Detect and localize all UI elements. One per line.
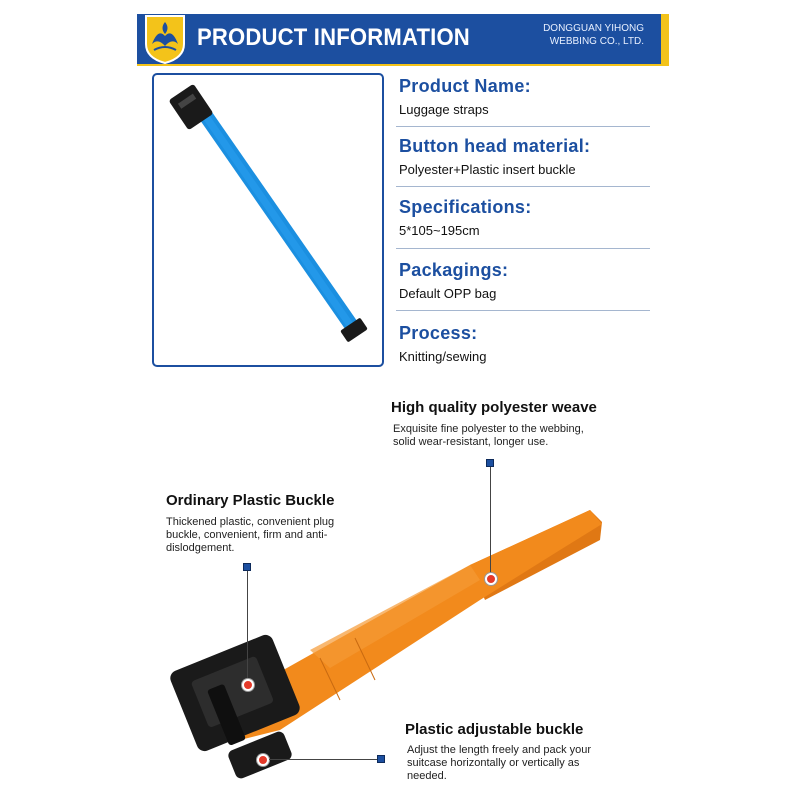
- feature-weave-desc-line2: solid wear-resistant, longer use.: [393, 436, 549, 448]
- header-underline: [137, 64, 669, 66]
- page-title: PRODUCT INFORMATION: [197, 24, 470, 51]
- info-specifications: [399, 197, 532, 238]
- feature-adjustable-desc: [407, 744, 591, 783]
- info-label: Process:: [399, 323, 478, 343]
- company-logo-icon: [144, 14, 186, 64]
- divider: [396, 310, 650, 311]
- info-label: Product Name:: [399, 76, 531, 96]
- callout-point-icon: [485, 573, 497, 585]
- info-value: Luggage straps: [399, 102, 489, 117]
- info-process: [399, 323, 486, 364]
- feature-weave-desc: [393, 423, 584, 449]
- feature-buckle-desc-line3: dislodgement.: [166, 542, 235, 554]
- callout-leader-line: [269, 759, 377, 760]
- info-product-name: [399, 76, 531, 117]
- company-name-line1: DONGGUAN YIHONG: [543, 23, 644, 34]
- company-name: [464, 22, 644, 48]
- company-name-line2: WEBBING CO., LTD.: [549, 36, 644, 47]
- callout-marker-icon: [243, 563, 251, 571]
- feature-buckle-title: Ordinary Plastic Buckle: [166, 492, 335, 509]
- callout-leader-line: [490, 467, 491, 575]
- callout-point-icon: [242, 679, 254, 691]
- product-photo-frame: [152, 73, 384, 367]
- callout-marker-icon: [377, 755, 385, 763]
- callout-leader-line: [247, 571, 248, 681]
- feature-buckle-desc-line1: Thickened plastic, convenient plug: [166, 516, 335, 528]
- info-label: Button head material:: [399, 136, 591, 156]
- feature-adjustable-desc-line3: needed.: [407, 770, 447, 782]
- callout-marker-icon: [486, 459, 494, 467]
- info-value: Polyester+Plastic insert buckle: [399, 162, 576, 177]
- feature-buckle-desc-line2: buckle, convenient, firm and anti-: [166, 529, 328, 541]
- feature-adjustable-desc-line1: Adjust the length freely and pack your: [407, 744, 592, 756]
- info-value: Knitting/sewing: [399, 349, 487, 364]
- info-packagings: [399, 260, 508, 301]
- info-value: Default OPP bag: [399, 286, 497, 301]
- feature-adjustable-title: Plastic adjustable buckle: [405, 721, 584, 738]
- divider: [396, 248, 650, 249]
- divider: [396, 186, 650, 187]
- header-accent-edge: [661, 14, 669, 64]
- feature-weave-desc-line1: Exquisite fine polyester to the webbing,: [393, 423, 584, 435]
- feature-adjustable-desc-line2: suitcase horizontally or vertically as: [407, 757, 580, 769]
- info-label: Specifications:: [399, 197, 532, 217]
- info-value: 5*105~195cm: [399, 223, 480, 238]
- info-label: Packagings:: [399, 260, 509, 280]
- feature-weave-title: High quality polyester weave: [391, 399, 597, 416]
- info-button-head-material: [399, 136, 590, 177]
- feature-buckle-desc: [166, 516, 334, 555]
- divider: [396, 126, 650, 127]
- callout-point-icon: [257, 754, 269, 766]
- blue-strap-image: [154, 75, 382, 365]
